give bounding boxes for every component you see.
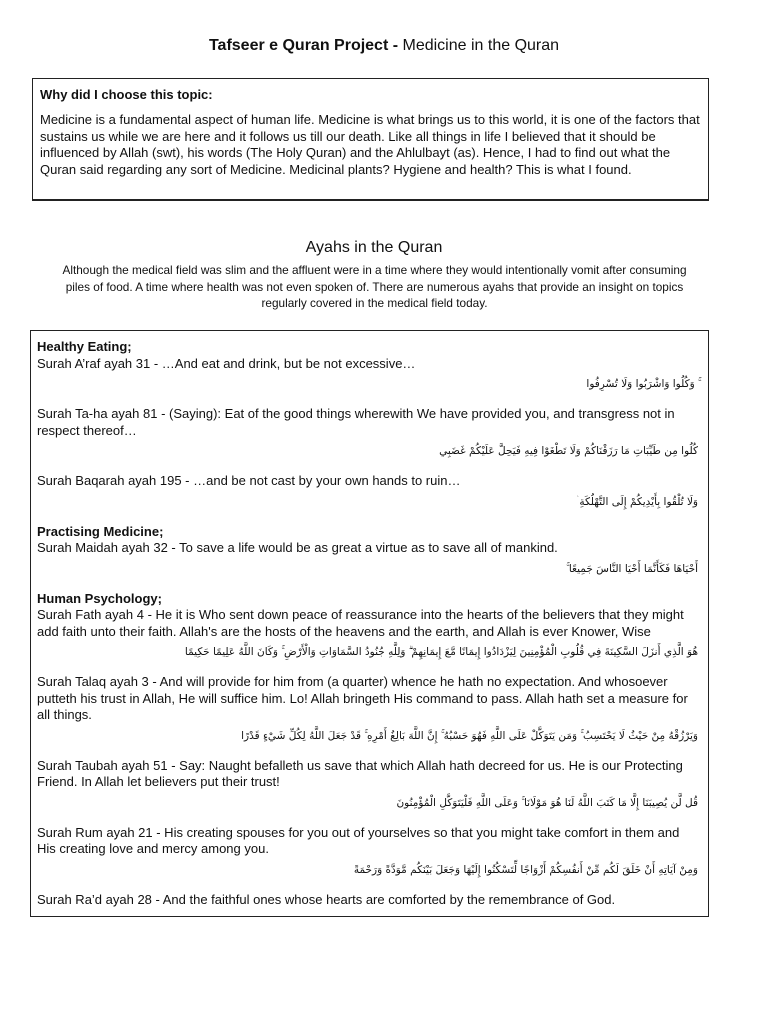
ayah-translation: Surah Talaq ayah 3 - And will provide for him from (a quarter) whence he hath no expectation. And whosoever putteth his trust in Allah, He will suffice him. Lo! Allah bringeth His command to pass. Allah hath set a measure for all things.	[37, 674, 688, 722]
why-topic-box	[32, 78, 709, 201]
ayah-translation: Surah Rum ayah 21 - His creating spouses for you out of yourselves so that you might take comfort in them and His creating love and mercy among you.	[37, 824, 680, 856]
ayah-arabic: وَيَرْزُقْهُ مِنْ حَيْثُ لَا يَحْتَسِبُ ۚ وَمَن يَتَوَكَّلْ عَلَى اللَّهِ فَهُوَ حَسْبُهُ ۚ إِنَّ اللَّهَ بَالِغُ أَمْرِهِ ۚ قَدْ جَعَلَ اللَّهُ لِكُلِّ شَيْءٍ قَدْرًا	[241, 729, 698, 742]
ayah-arabic: هُوَ الَّذِي أَنزَلَ السَّكِينَةَ فِي قُلُوبِ الْمُؤْمِنِينَ لِيَزْدَادُوا إِيمَانًا مَّعَ إِيمَانِهِمْ ۗ وَلِلَّهِ جُنُودُ السَّمَاوَاتِ وَالْأَرْضِ ۚ وَكَانَ اللَّهُ عَلِيمًا حَكِيمًا	[184, 646, 698, 658]
ayahs-box	[30, 330, 709, 917]
title-project: Tafseer e Quran Project -	[208, 37, 403, 54]
ayah-entry-fath-4	[37, 591, 700, 663]
ayah-arabic: أَحْيَاهَا فَكَأَنَّمَا أَحْيَا النَّاسَ جَمِيعًا ۚ	[566, 562, 698, 575]
ayah-entry-araf-31	[37, 339, 700, 394]
ayahs-section-intro: Although the medical field was slim and the affluent were in a time where they would intentionally vomit after consuming piles of food. A time where health was not even spoken of. There are numerous ayahs that provide an insight on topics regularly covered in the medical field today.	[62, 263, 687, 310]
ayah-translation: Surah Taubah ayah 51 - Say: Naught befalleth us save that which Allah hath decreed for us. He is our Protecting Friend. In Allah let believers put their trust!	[37, 757, 683, 789]
category-heading-practising-medicine: Practising Medicine;	[37, 523, 164, 539]
ayah-entry-taha-81	[37, 406, 700, 461]
ayah-entry-baqarah-195	[37, 473, 700, 512]
ayah-translation: Surah A’raf ayah 31 - …And eat and drink, but be not excessive…	[37, 355, 416, 371]
ayah-translation: Surah Baqarah ayah 195 - …and be not cast by your own hands to ruin…	[37, 473, 461, 488]
ayah-translation: Surah Maidah ayah 32 - To save a life would be as great a virtue as to save all of mankind.	[37, 540, 558, 555]
ayah-entry-taubah-51	[37, 758, 700, 813]
ayah-translation: Surah Fath ayah 4 - He it is Who sent down peace of reassurance into the hearts of the believers that they might add faith unto their faith. Allah's are the hosts of the heavens and the earth, and Allah is ever Knower, Wise	[37, 607, 684, 639]
ayah-entry-talaq-3	[37, 674, 700, 746]
why-topic-body: Medicine is a fundamental aspect of human life. Medicine is what brings us to this world, it is one of the factors that sustains us while we are here and it follows us till our death. Like all things in life I believed that it should be influenced by Allah (swt), his words (The Holy Quran) and the Ahlulbayt (as). Hence, I had to find out what the Quran said regarding any sort of Medicine. Medicinal plants? Hygiene and health? This is what I found.	[40, 112, 700, 177]
ayah-arabic: ۚ وَكُلُوا وَاشْرَبُوا وَلَا تُسْرِفُوا	[586, 378, 698, 390]
ayah-arabic: وَمِنْ آيَاتِهِ أَنْ خَلَقَ لَكُم مِّنْ أَنفُسِكُمْ أَزْوَاجًا لِّتَسْكُنُوا إِلَيْهَا وَجَعَلَ بَيْنَكُم مَّوَدَّةً وَرَحْمَةً	[353, 863, 698, 876]
ayah-arabic: قُل لَّن يُصِيبَنَا إِلَّا مَا كَتَبَ اللَّهُ لَنَا هُوَ مَوْلَانَا ۚ وَعَلَى اللَّهِ فَلْيَتَوَكَّلِ الْمُؤْمِنُونَ	[396, 796, 698, 809]
ayah-entry-rum-21	[37, 825, 700, 880]
title-topic: Medicine in the Quran	[402, 37, 560, 54]
ayah-entry-rad-28	[37, 892, 700, 909]
ayah-arabic: كُلُوا مِن طَيِّبَاتِ مَا رَزَقْنَاكُمْ وَلَا تَطْغَوْا فِيهِ فَيَحِلَّ عَلَيْكُمْ غَضَبِي	[439, 445, 698, 457]
page-title	[0, 36, 768, 56]
ayah-arabic: وَلَا تُلْقُوا بِأَيْدِيكُمْ إِلَى التَّهْلُكَةِ ۛ	[576, 495, 698, 508]
category-heading-human-psychology: Human Psychology;	[37, 590, 162, 606]
ayah-translation: Surah Ta-ha ayah 81 - (Saying): Eat of the good things wherewith We have provided you, and transgress not in respect thereof…	[37, 406, 675, 438]
ayahs-section-title: Ayahs in the Quran	[305, 239, 443, 256]
category-heading-healthy-eating: Healthy Eating;	[37, 339, 132, 354]
ayah-entry-maidah-32	[37, 524, 700, 579]
why-topic-heading: Why did I choose this topic:	[40, 87, 213, 102]
ayah-translation: Surah Ra’d ayah 28 - And the faithful ones whose hearts are comforted by the remembrance of God.	[37, 891, 616, 907]
